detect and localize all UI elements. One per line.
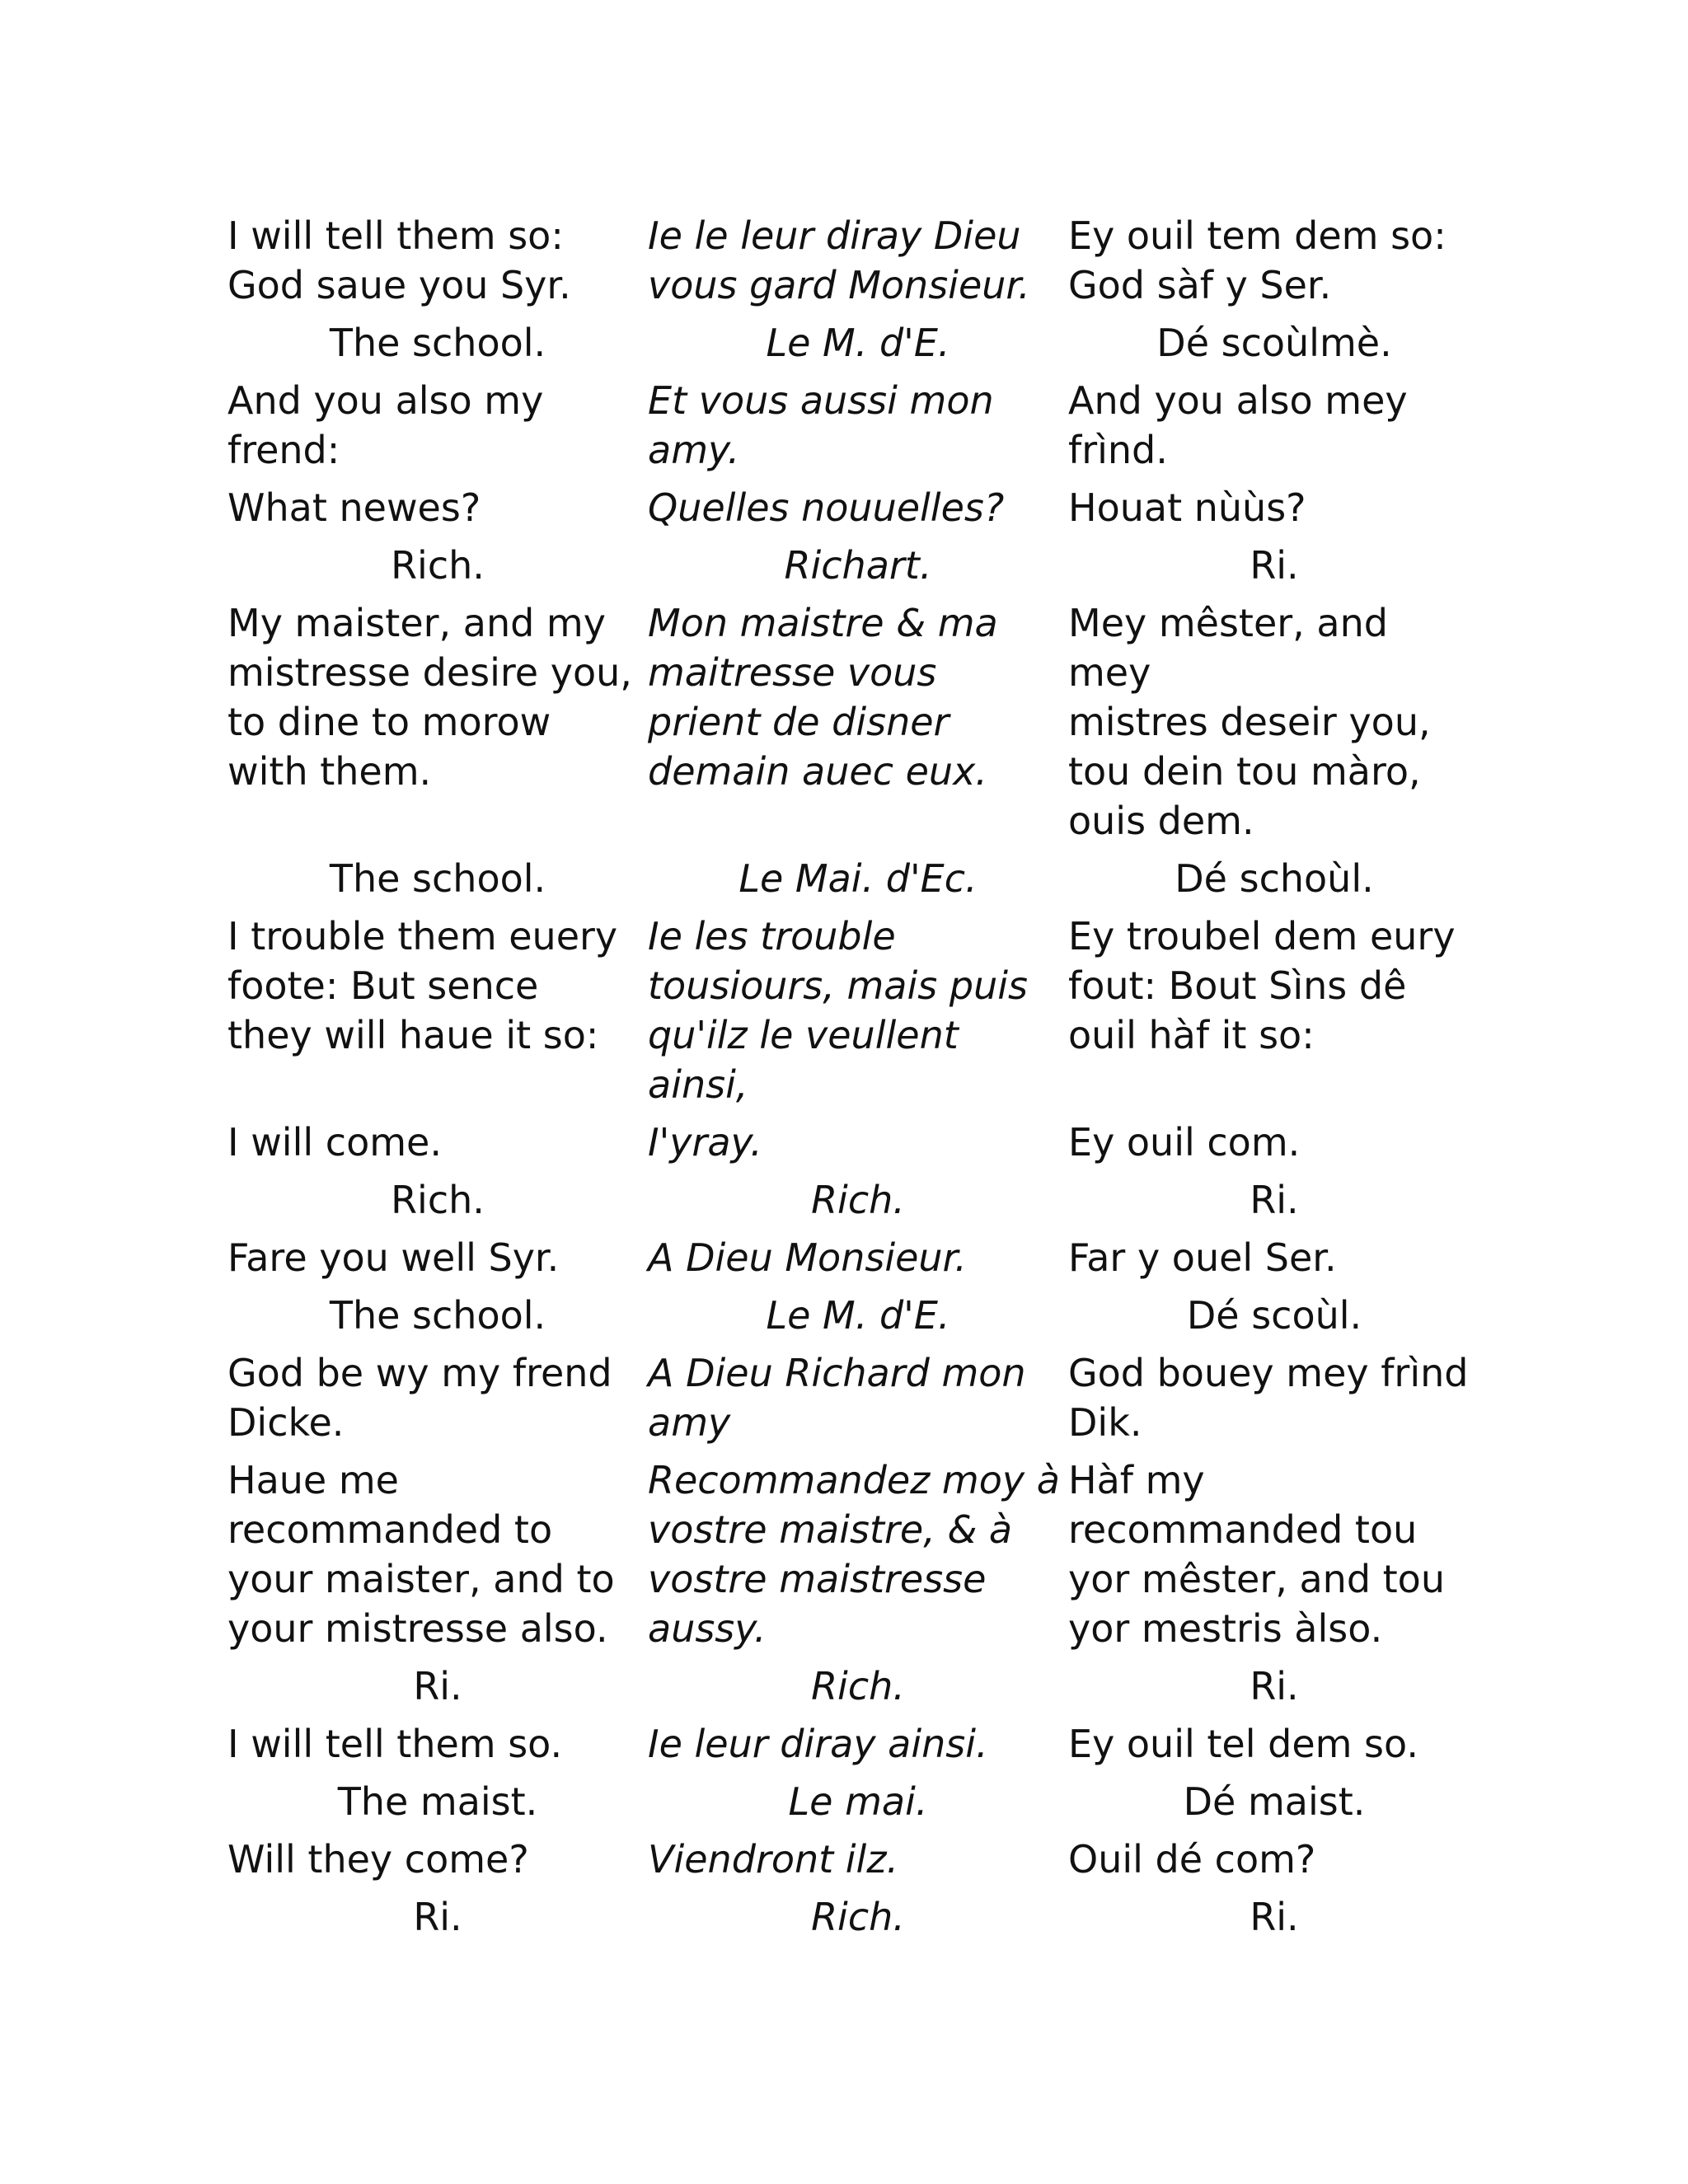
- dialogue-row: [227, 1719, 1480, 1769]
- speaker-french-text: Le mai.: [788, 1779, 928, 1824]
- speaker-heading-row: [227, 1291, 1480, 1340]
- speaker-english-text: Ri.: [413, 1664, 462, 1708]
- pronunciation-text: Ey troubel dem eury fout: Bout Sìns dê ouil hàf it so:: [1068, 914, 1456, 1057]
- dialogue-row: [227, 211, 1480, 310]
- speaker-pronunciation-text: Ri.: [1250, 1178, 1299, 1222]
- dialogue-row: [227, 912, 1480, 1109]
- dialogue-row: [227, 483, 1480, 532]
- dialogue-row: [227, 1233, 1480, 1282]
- speaker-pronunciation-text: Dé scoùl.: [1186, 1293, 1362, 1338]
- french-text: A Dieu Monsieur.: [648, 1235, 967, 1280]
- speaker-heading-row: [227, 854, 1480, 903]
- english-text: I will tell them so.: [227, 1722, 563, 1766]
- speaker-english-text: Ri.: [413, 1895, 462, 1939]
- french-text: Et vous aussi mon amy.: [648, 378, 994, 472]
- parallel-text-page: [227, 203, 1480, 1950]
- speaker-french-text: Richart.: [784, 543, 932, 588]
- speaker-pronunciation-text: Ri.: [1250, 1664, 1299, 1708]
- pronunciation-text: Hàf my recommanded tou yor mêster, and tou yor mestris àlso.: [1068, 1458, 1445, 1651]
- speaker-french-text: Rich.: [811, 1664, 905, 1708]
- french-text: I'yray.: [648, 1120, 762, 1165]
- speaker-english-text: The maist.: [337, 1779, 538, 1824]
- pronunciation-text: Far y ouel Ser.: [1068, 1235, 1337, 1280]
- speaker-pronunciation-text: Dé schoùl.: [1175, 856, 1374, 901]
- english-text: God be wy my frend Dicke.: [227, 1351, 612, 1445]
- french-text: Ie leur diray ainsi.: [648, 1722, 988, 1766]
- pronunciation-text: And you also mey frìnd.: [1068, 378, 1408, 472]
- speaker-heading-row: [227, 541, 1480, 590]
- speaker-french-text: Rich.: [811, 1895, 905, 1939]
- speaker-heading-row: [227, 1777, 1480, 1826]
- english-text: I trouble them euery foote: But sence they will haue it so:: [227, 914, 618, 1057]
- speaker-heading-row: [227, 1175, 1480, 1225]
- speaker-english-text: The school.: [329, 856, 546, 901]
- pronunciation-text: Ey ouil tem dem so: God sàf y Ser.: [1068, 213, 1447, 307]
- french-text: Ie les trouble tousiours, mais puis qu'ilz le veullent ainsi,: [648, 914, 1028, 1107]
- dialogue-row: [227, 598, 1480, 846]
- speaker-french-text: Le Mai. d'Ec.: [738, 856, 978, 901]
- speaker-pronunciation-text: Ri.: [1250, 543, 1299, 588]
- french-text: Viendront ilz.: [648, 1837, 899, 1882]
- french-text: Recommandez moy à vostre maistre, & à vostre maistresse aussy.: [648, 1458, 1060, 1651]
- english-text: My maister, and my mistresse desire you, to dine to morow with them.: [227, 601, 632, 794]
- english-text: Fare you well Syr.: [227, 1235, 560, 1280]
- speaker-french-text: Le M. d'E.: [766, 1293, 950, 1338]
- pronunciation-text: Ey ouil com.: [1068, 1120, 1301, 1165]
- french-text: Quelles nouuelles?: [648, 485, 1005, 530]
- dialogue-row: [227, 1348, 1480, 1447]
- french-text: Mon maistre & ma maitresse vous prient de disner demain auec eux.: [648, 601, 998, 794]
- pronunciation-text: Ouil dé com?: [1068, 1837, 1316, 1882]
- english-text: And you also my frend:: [227, 378, 544, 472]
- dialogue-row: [227, 1455, 1480, 1653]
- dialogue-row: [227, 1835, 1480, 1884]
- speaker-heading-row: [227, 318, 1480, 368]
- speaker-english-text: Rich.: [391, 543, 485, 588]
- english-text: What newes?: [227, 485, 481, 530]
- dialogue-row: [227, 376, 1480, 475]
- speaker-heading-row: [227, 1661, 1480, 1711]
- speaker-french-text: Rich.: [811, 1178, 905, 1222]
- dialogue-row: [227, 1118, 1480, 1167]
- pronunciation-text: Mey mêster, and mey mistres deseir you, tou dein tou màro, ouis dem.: [1068, 601, 1431, 843]
- english-text: I will tell them so: God saue you Syr.: [227, 213, 571, 307]
- english-text: Will they come?: [227, 1837, 529, 1882]
- english-text: Haue me recommanded to your maister, and to your mistresse also.: [227, 1458, 615, 1651]
- speaker-english-text: The school.: [329, 1293, 546, 1338]
- pronunciation-text: Ey ouil tel dem so.: [1068, 1722, 1418, 1766]
- english-text: I will come.: [227, 1120, 442, 1165]
- pronunciation-text: God bouey mey frìnd Dik.: [1068, 1351, 1469, 1445]
- french-text: Ie le leur diray Dieu vous gard Monsieur.: [648, 213, 1030, 307]
- speaker-pronunciation-text: Dé scoùlmè.: [1156, 321, 1392, 365]
- pronunciation-text: Houat nùùs?: [1068, 485, 1306, 530]
- french-text: A Dieu Richard mon amy: [648, 1351, 1026, 1445]
- speaker-english-text: The school.: [329, 321, 546, 365]
- speaker-heading-row: [227, 1892, 1480, 1942]
- speaker-english-text: Rich.: [391, 1178, 485, 1222]
- speaker-pronunciation-text: Dé maist.: [1183, 1779, 1366, 1824]
- speaker-pronunciation-text: Ri.: [1250, 1895, 1299, 1939]
- speaker-french-text: Le M. d'E.: [766, 321, 950, 365]
